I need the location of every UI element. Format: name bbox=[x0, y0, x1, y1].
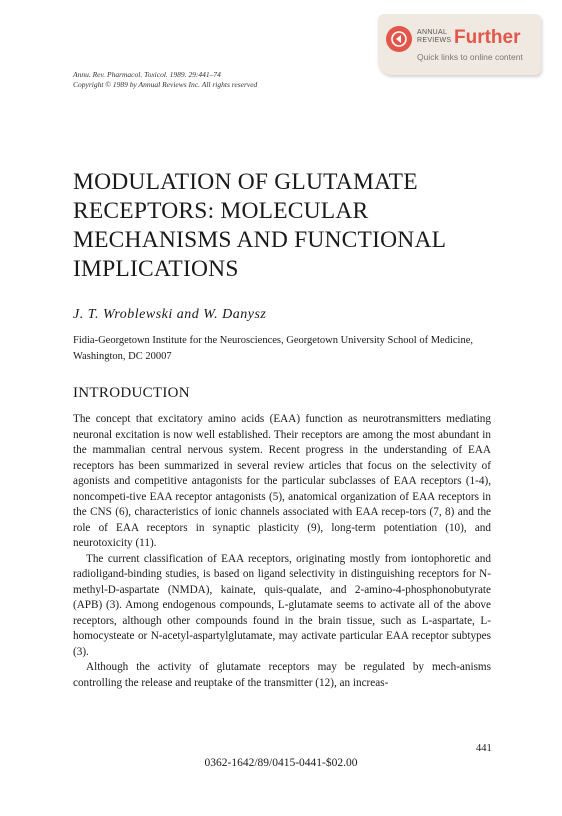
article-authors: J. T. Wroblewski and W. Danysz bbox=[73, 307, 267, 322]
article-title: MODULATION OF GLUTAMATE RECEPTORS: MOLECULAR MECHANISMS AND FUNCTIONAL IMPLICATIONS bbox=[73, 169, 446, 282]
further-badge[interactable] bbox=[378, 14, 541, 75]
badge-reviews-label: REVIEWS bbox=[417, 37, 452, 44]
section-heading: INTRODUCTION bbox=[73, 385, 190, 401]
journal-citation: Annu. Rev. Pharmacol. Toxicol. 1989. 29:441–74 bbox=[73, 70, 221, 79]
badge-subtitle: Quick links to online content bbox=[417, 52, 523, 62]
annual-reviews-logo-icon bbox=[386, 26, 412, 52]
body-text bbox=[73, 412, 491, 691]
paragraph: The current classification of EAA receptors, originating mostly from iontophoretic and radioligand-binding studies, is based on ligand selectivity in distinguishing receptors for N-methyl-D-aspartate (NMDA), kainate, quis-qualate, and 2-amino-4-phosphonobutyrate (APB) (3). Among endogenous compounds, L-glutamate seems to activate all of the above receptors, although other compounds found in the brain tissue, such as L-aspartate, L-homocysteate or N-acetyl-aspartylglutamate, may activate particular EAA receptor subtypes (3). bbox=[73, 552, 491, 658]
page-number: 441 bbox=[476, 743, 492, 754]
copyright-notice: Copyright © 1989 by Annual Reviews Inc. All rights reserved bbox=[73, 80, 258, 89]
paragraph: Although the activity of glutamate receptors may be regulated by mech-anisms controlling the release and reuptake of the transmitter (12), an increas- bbox=[73, 661, 491, 689]
paragraph: The concept that excitatory amino acids (EAA) function as neurotransmitters mediating neuronal excitation is now well established. Their receptors are among the most abundant in the mammalian central nervous system. Recent progress in the understanding of EAA receptors has been summarized in several review articles that focus on the selectivity of agonists and competitive antagonists for the particular subclasses of EAA receptors (1-4), noncompeti-tive EAA receptor antagonists (5), anatomical organization of EAA receptors in the CNS (6), characteristics of ionic channels associated with EAA recep-tors (7, 8) and the role of EAA receptors in synaptic plasticity (9), long-term potentiation (10), and neurotoxicity (11). bbox=[73, 413, 491, 549]
badge-annual-label: ANNUAL bbox=[417, 29, 448, 36]
footer-code: 0362-1642/89/0415-0441-$02.00 bbox=[204, 757, 358, 769]
badge-further-label: Further bbox=[454, 27, 521, 48]
author-affiliation: Fidia-Georgetown Institute for the Neurosciences, Georgetown University School of Medicine, Washington, DC 20007 bbox=[73, 335, 473, 362]
